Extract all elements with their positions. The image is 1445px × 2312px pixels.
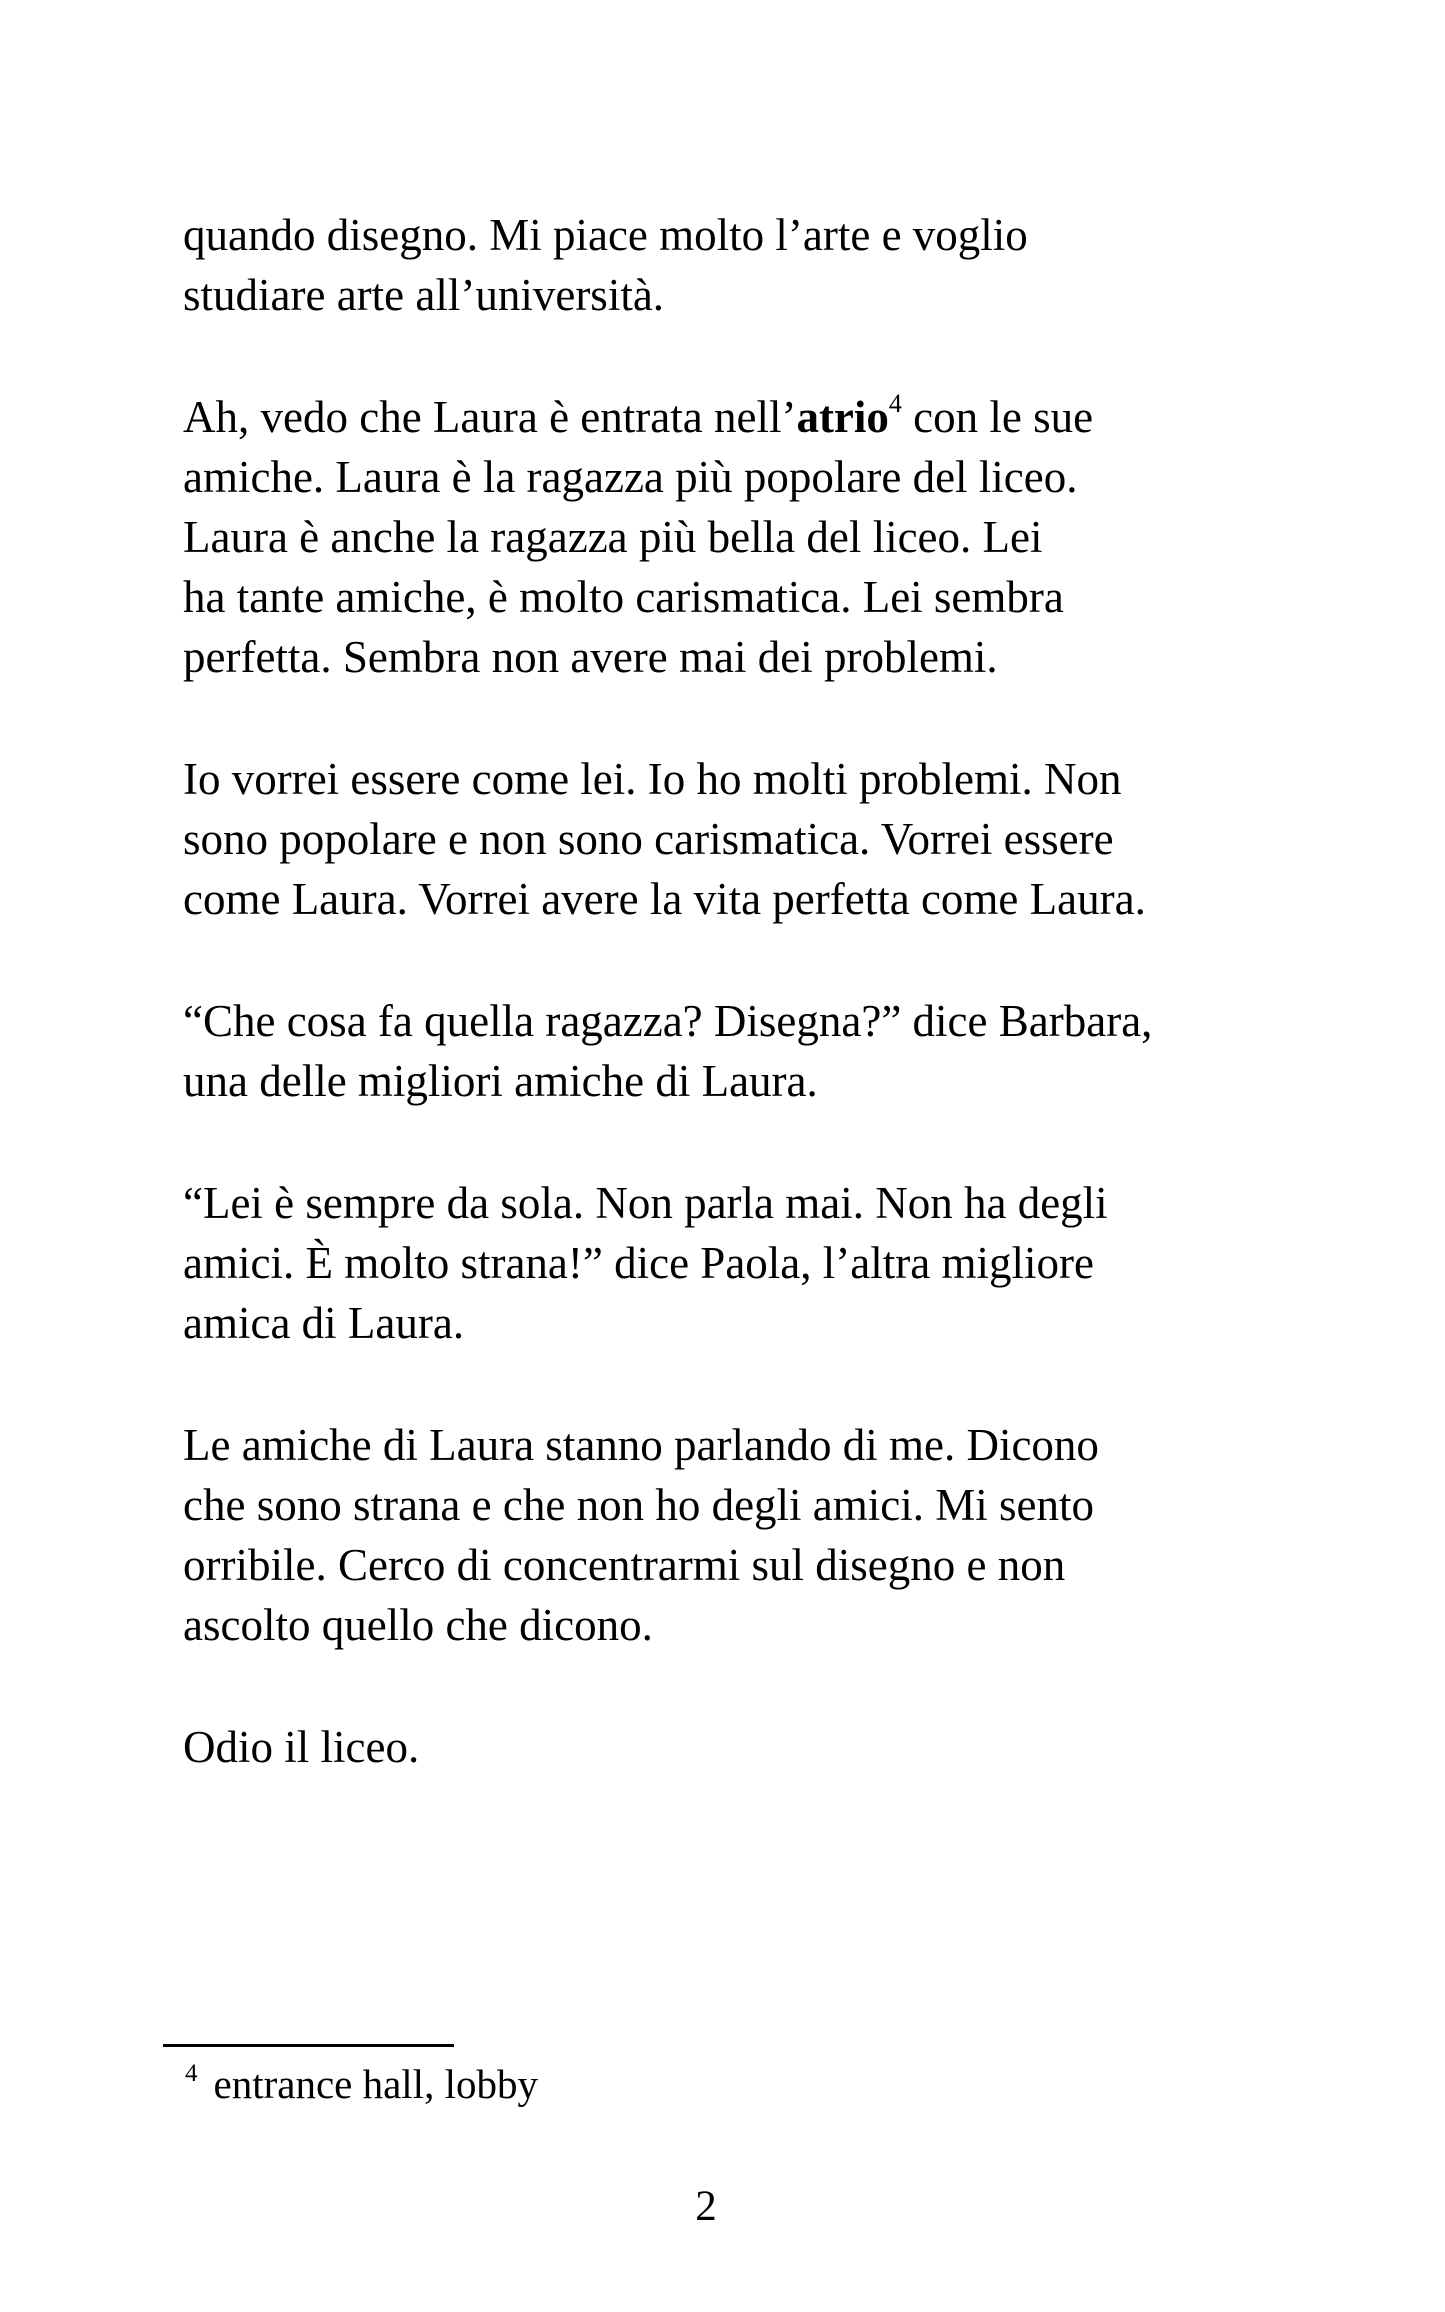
text-line: Io vorrei essere come lei. Io ho molti problemi. Non bbox=[183, 754, 1122, 804]
footnote-entry bbox=[163, 2059, 538, 2109]
text-line bbox=[183, 387, 1363, 447]
paragraph-4 bbox=[183, 991, 1363, 1111]
paragraph-5 bbox=[183, 1173, 1363, 1353]
text-line: “Lei è sempre da sola. Non parla mai. Non ha degli bbox=[183, 1178, 1108, 1228]
paragraph-7 bbox=[183, 1717, 1363, 1777]
text-line: ha tante amiche, è molto carismatica. Lei sembra bbox=[183, 572, 1064, 622]
footnote-text: entrance hall, lobby bbox=[213, 2061, 538, 2107]
text-line: amiche. Laura è la ragazza più popolare del liceo. bbox=[183, 452, 1078, 502]
text-line: che sono strana e che non ho degli amici. Mi sento bbox=[183, 1480, 1095, 1530]
footnote bbox=[163, 2044, 538, 2109]
text-line: quando disegno. Mi piace molto l’arte e voglio bbox=[183, 210, 1028, 260]
text-line: “Che cosa fa quella ragazza? Disegna?” dice Barbara, bbox=[183, 996, 1153, 1046]
footnote-marker: 4 bbox=[185, 2060, 198, 2087]
text-line: come Laura. Vorrei avere la vita perfetta come Laura. bbox=[183, 874, 1146, 924]
footnote-reference-4: 4 bbox=[888, 389, 902, 418]
text-segment: Ah, vedo che Laura è entrata nell’ bbox=[183, 392, 797, 442]
paragraph-2 bbox=[183, 387, 1363, 687]
vocab-term-atrio: atrio bbox=[796, 392, 889, 442]
text-line: amica di Laura. bbox=[183, 1298, 465, 1348]
story-text bbox=[183, 205, 1363, 1777]
text-line: Laura è anche la ragazza più bella del liceo. Lei bbox=[183, 512, 1043, 562]
text-line: ascolto quello che dicono. bbox=[183, 1600, 653, 1650]
text-line: Le amiche di Laura stanno parlando di me. Dicono bbox=[183, 1420, 1099, 1470]
text-line: una delle migliori amiche di Laura. bbox=[183, 1056, 818, 1106]
text-line: studiare arte all’università. bbox=[183, 270, 665, 320]
footnote-divider bbox=[163, 2044, 454, 2047]
paragraph-3 bbox=[183, 749, 1363, 929]
text-line: orribile. Cerco di concentrarmi sul disegno e non bbox=[183, 1540, 1066, 1590]
page-number: 2 bbox=[695, 2183, 717, 2230]
text-line: sono popolare e non sono carismatica. Vorrei essere bbox=[183, 814, 1114, 864]
paragraph-6 bbox=[183, 1415, 1363, 1655]
text-line: Odio il liceo. bbox=[183, 1722, 420, 1772]
paragraph-1 bbox=[183, 205, 1363, 325]
text-segment: con le sue bbox=[901, 392, 1094, 442]
text-line: amici. È molto strana!” dice Paola, l’altra migliore bbox=[183, 1238, 1094, 1288]
text-line: perfetta. Sembra non avere mai dei problemi. bbox=[183, 632, 998, 682]
